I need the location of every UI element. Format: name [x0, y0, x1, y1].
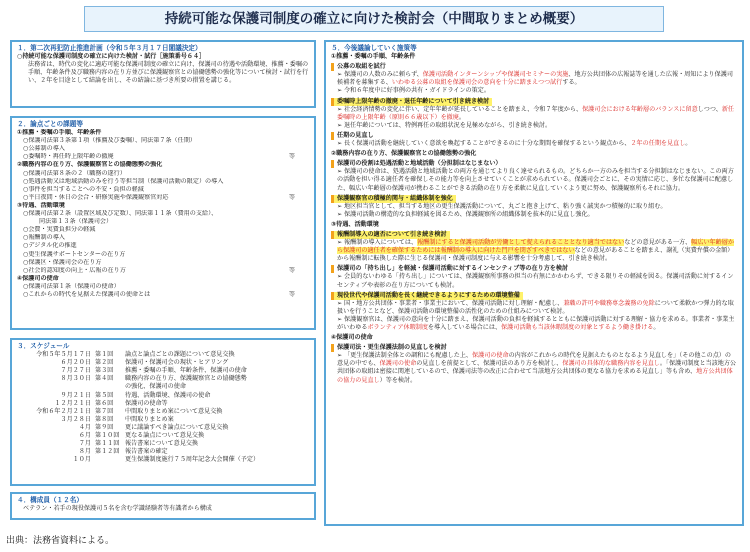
issue-item: ④保護司の使命 — [17, 274, 59, 282]
measure-open-recruitment-text: ➢ 保護司の人数のみに頼らず、保護司活動インターンシップや保護司セミナーの実施、地方公共団体の広報誌等を通した広報・周知により保護司候補者を募集する、いわゆる公募の取組を保護司会の意向を十分に踏まえつつ試行する。 — [337, 71, 733, 87]
page-title: 持続可能な保護司制度の確立に向けた検討会（中間取りまとめ概要） — [84, 6, 664, 32]
measure-roles: 保護司の役割は処遇活動と地域活動（分担制はなじまない） — [331, 160, 502, 168]
measure-law-review-text: ➢ 「更生保護法制全体との調和にも配慮した上、保護司の使命の内容がこれからの時代を見据えたものとなるよう見直しを」（その他この点）の意見の中でも、保護司の使命の見直しを前提として、保護司法のあり方を検討し、保護司の具体的な職務内容を見直し。「保護司制度と当該地方公共団体の取組は密接に関連しているので、保護司法等の改正に合わせて当該地方公共団体の更なる協力を求める見直し」等も含め、地方公共団体の協力の見直し）等を検討。 — [337, 352, 737, 384]
section-1-box — [10, 40, 316, 108]
schedule-row: ９月２１日 第５回 待遇、活動環境、保護司の使命 — [60, 391, 211, 399]
issue-item: ○更生保護サポートセンターの在り方 — [23, 250, 126, 258]
schedule-row: 令和５年５月１７日 第１回 論点と論点ごとの課題について意見交換 — [36, 351, 235, 359]
subsection-4-title: ④保護司の使命 — [331, 334, 373, 342]
issue-item: ○社会的認知度の向上・広報の在り方 等 — [23, 266, 295, 274]
section-3-heading: ３．スケジュール — [17, 342, 70, 350]
schedule-table — [17, 351, 309, 464]
measure-age-limit-text: ➢ 社会経済情勢の変化に伴い、定年年齢が延長していることを踏まえ、令和７年度から、保護司会における年齢層のバランスに留意しつつ、新任委嘱時の上限年齢（原則６６歳以下）を撤廃。 — [337, 105, 735, 121]
section-4-body: ベテラン・若手の現役保護司５名を含む学識経験者等有識者から構成 — [23, 505, 212, 513]
schedule-row: ８月 第１２回 報告書案の確定 — [78, 448, 168, 456]
measure-officer-text-2: ➢ 保護司活動の構造的な負担軽減を図るため、保護観察所の組織体制を抜本的に見直し強化。 — [337, 210, 594, 218]
subsection-1-title: ①推薦・委嘱の手順、年齢条件 — [331, 53, 416, 61]
measure-age-limit: 委嘱時上限年齢の撤廃・退任年齢について引き続き検討 — [331, 98, 492, 106]
measure-term: 任期の見直し — [331, 132, 374, 140]
issues-list — [17, 129, 309, 299]
issue-item: ②職務内容の在り方、保護観察官との協働態勢の強化 — [17, 161, 163, 169]
measure-out-of-pocket-text: ➢ 会員的ないわゆる「持ち出し」については、保護観察所事務の担当の有無にかかわらず、できる限りその軽減を図る。保護司活動に対するインセンティブや表彰の在り方についても検討。 — [337, 273, 734, 289]
measure-law-review: 保護司法・更生保護法制の見直しを検討 — [331, 344, 447, 352]
schedule-row: の強化、保護司の使命 — [125, 383, 186, 391]
issue-item: ○平日夜間・休日の会合・研修実施や保護観察官対応 等 — [23, 193, 295, 201]
issue-item: ③待遇、活動環境 — [17, 201, 65, 209]
issue-item: ○会費・実費負担分の軽減 — [23, 226, 96, 234]
section-2-box — [10, 116, 316, 330]
issue-item: ○報酬制の導入 — [23, 234, 65, 242]
section-5-box — [324, 40, 744, 526]
schedule-row: ７月２７日 第３回 推薦・委嘱の手順、年齢条件、保護司の使命 — [60, 367, 247, 375]
section-4-heading: ４．構成員（１２名） — [17, 496, 83, 504]
section-2-heading: ２．論点ごとの課題等 — [17, 120, 83, 128]
issue-item: 同法第１３条（保護司会） — [39, 218, 113, 226]
measure-out-of-pocket: 保護司の「持ち出し」を軽減・保護司活動に対するインセンティブ等の在り方を検討 — [331, 265, 568, 273]
schedule-row: 令和６年２月２１日 第７回 中間取りまとめ案について意見交換 — [36, 407, 223, 415]
measure-open-recruitment: 公募の取組を試行 — [331, 63, 386, 71]
issue-item: ○保護司法第１条（保護司の使命） — [23, 282, 120, 290]
measure-officer-involvement: 保護観察官の積極的関与・組織体制を強化 — [331, 195, 456, 203]
schedule-row: ７月 第１１回 報告書案について意見交換 — [78, 440, 199, 448]
subsection-2-title: ②職務内容の在り方、保護観察官との協働態勢の強化 — [331, 150, 477, 158]
schedule-row: １２月２１日 第６回 保護司の使命等 — [54, 399, 168, 407]
measure-environment: 現役世代や保護司活動を長く継続できるようにするための環境整備 — [331, 292, 523, 300]
schedule-row: ６月２０日 第２回 保護司・保護司会の現状・ヒアリング — [60, 359, 229, 367]
issue-item: ○保護司法第２条（設置区域及び定数）、同法第１１条（費用の支給）、 — [23, 210, 218, 218]
schedule-row: ３月２８日 第８回 中間取りまとめ案 — [60, 415, 174, 423]
measure-environment-text-2: ➢ 保護観察官は、保護司の意向を十分に踏まえ、保護司活動の負担を軽減するとともに保護司活動に対する理解・協力を求める。事業者・事業主がいわゆるボランティア休暇制度を導入している場合には、保護司活動も当該休暇制度の対象とするよう働き掛ける。 — [337, 315, 735, 331]
section-1-heading: １．第二次再犯防止推進計画（令和５年３月１７日閣議決定） — [17, 44, 202, 52]
measure-compensation: 報酬制導入の適否について引き続き検討 — [331, 231, 450, 239]
issue-item: ○処遇活動又は地域活動のみを行う等担当制（保護司活動の限定）の導入 — [23, 177, 224, 185]
issue-item: ○デジタル化の推進 — [23, 242, 77, 250]
issue-item: ○保護司法第８条の２（職務の遂行） — [23, 169, 126, 177]
issue-item: ○事件を担当することへの不安・負担の軽減 — [23, 185, 144, 193]
measure-retirement-text: ➢ 退任年齢については、特例再任の取組状況を見極めながら、引き続き検討。 — [337, 121, 552, 129]
schedule-row: ８月３０日 第４回 職務内容の在り方、保護観察官との協働態勢 — [60, 375, 247, 383]
schedule-row: ４月 第９回 更に議論すべき論点について意見交換 — [78, 423, 229, 431]
measure-term-text: ➢ 長く保護司活動を継続していく意欲を喚起することができるのに十分な期間を確保するという観点から、２年の任期を見直し。 — [337, 140, 692, 148]
measure-roles-text: ➢ 保護司の使命は、処遇活動と地域活動との両方を通じてより良く達せられるもの。どちらか一方のみを担当する分担制はなじまない。この両方の活動を担い得る適任者を確保しその能力等を向上させていくことが求められている。保護司会ごとに、その実情に応じ、多忙な保護司に配慮した、幅広い年齢層の保護司が携わることができる活動の在り方を柔軟に見直していくよう更に努め、保護観察所もそれに協力。 — [337, 168, 734, 192]
schedule-row: ６月 第１０回 更なる論点について意見交換 — [78, 432, 205, 440]
section-3-box — [10, 338, 316, 486]
issue-item: ①推薦・委嘱の手順、年齢条件 — [17, 129, 102, 137]
section-1-body: 法務省は、時代の変化に適応可能な保護司制度の確立に向け、保護司の待遇や活動環境、推薦・委嘱の手順、年齢条件及び職務内容の在り方並びに保護観察官との協働態勢の強化等について検討・試行を行い、２年を目途として結論を出し、その結論に基づき所要の措置を講じる。 — [28, 61, 309, 85]
measure-open-recruitment-guideline: ➢ 令和６年度中に好事例の共有・ガイドラインの策定。 — [337, 87, 490, 95]
measure-compensation-text: ➢ 報酬制の導入については、報酬制にすると保護司活動が労働として捉えられることとなり適当ではないなどの意見がある一方、幅広い年齢層から保護司の適任者を確保するためには報酬制の導入に向けた門戸を閉ざすべきではないなどの意見があることを踏まえ、謝礼（実費弁償の金額）から報酬制に転換した際に生じる保護司・保護司制度に与える影響を十分考慮して、引き続き検討。 — [337, 239, 734, 263]
section-1-bullet: ○持続可能な保護司制度の確立に向けた検討・試行［施策番号６４］ — [17, 53, 206, 61]
measure-officer-text-1: ➢ 地区担当官として、担当する地区の更生保護活動について、丸ごと抱き上げて、粘り強く誠実かつ積極的に取り組む。 — [337, 202, 667, 210]
section-4-box — [10, 492, 316, 520]
source-note: 出典：法務省資料による。 — [6, 536, 115, 546]
issue-item: ○保護司法第３条第１項（推薦及び委嘱）、同法第７条（任期） — [23, 137, 196, 145]
section-5-heading: ５．今後議論していく施策等 — [331, 44, 417, 52]
issue-item: ○公募制の導入 — [23, 145, 65, 153]
issue-item: ○委嘱時・再任時上限年齢の撤廃 等 — [23, 153, 295, 161]
issue-item: ○保護区・保護司会の在り方 — [23, 258, 102, 266]
issue-item: ○これからの時代を見据えた保護司の使命とは 等 — [23, 290, 295, 298]
subsection-3-title: ③待遇、活動環境 — [331, 220, 379, 228]
measure-environment-text-1: ➢ 国・地方公共団体・事業者・事業主において、保護司活動に対し理解・配慮し、兼職の許可や職務専念義務の免除について柔軟かつ弾力的な取扱いを行うことなど、保護司活動の環境整備の活性化のための仕組みについて検討。 — [337, 299, 734, 315]
schedule-row: １０月 更生保護制度施行７５周年記念大会開催（予定） — [72, 456, 260, 464]
